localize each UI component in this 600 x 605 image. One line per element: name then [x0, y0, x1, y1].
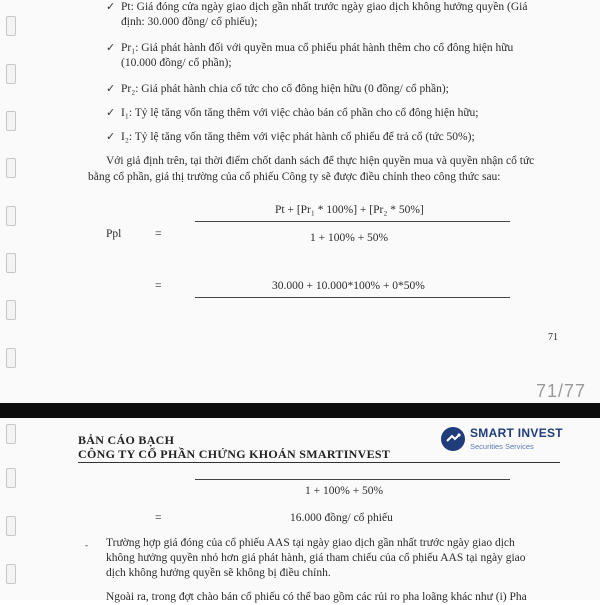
- page-counter: 71/77: [535, 381, 586, 401]
- bullet-pr1-line1: Pr₁: Giá phát hành đối với quyền mua cổ phiếu phát hành thêm cho cổ đông hiện hữu: [121, 42, 514, 54]
- note-line1: Trường hợp giá đóng của cổ phiếu AAS tại ngày giao dịch gần nhất trước ngày giao dịch: [106, 537, 515, 549]
- smartinvest-logo-icon: [441, 427, 465, 451]
- header-rule: [78, 462, 560, 463]
- binder-hole: [6, 424, 16, 444]
- fraction-bar: [195, 479, 510, 480]
- page-separator: [0, 403, 600, 418]
- fraction-bar: [195, 221, 510, 222]
- binder-hole: [6, 16, 16, 36]
- binder-hole: [6, 64, 16, 84]
- binder-hole: [6, 564, 16, 584]
- bullet-pr1-line2: (10.000 đồng/ cổ phần);: [121, 57, 232, 69]
- check-icon: ✓: [106, 42, 116, 54]
- logo-subtitle: Securities Services: [470, 442, 534, 451]
- formula-numerator-values: 30.000 + 10.000*100% + 0*50%: [272, 280, 425, 292]
- page-number: 71: [548, 332, 558, 343]
- fraction-bar: [195, 297, 510, 298]
- check-icon: ✓: [106, 83, 116, 95]
- bullet-dash-icon: -: [85, 540, 88, 550]
- binder-hole: [6, 206, 16, 226]
- binder-hole: [6, 158, 16, 178]
- formula-equals: =: [155, 228, 162, 240]
- check-icon: ✓: [106, 1, 116, 13]
- logo-name: SMART INVEST: [470, 426, 563, 440]
- formula-denominator-2: 1 + 100% + 50%: [305, 485, 384, 497]
- binder-hole: [6, 516, 16, 536]
- cut-off-line: Ngoài ra, trong đợt chào bán cổ phiếu có thể bao gồm các rủi ro pha loãng khác như (i) Pha: [106, 591, 527, 603]
- doc-header-company: CÔNG TY CỔ PHẦN CHỨNG KHOÁN SMARTINVEST: [78, 447, 391, 461]
- bullet-pr2: Pr₂: Giá phát hành chia cổ tức cho cổ đông hiện hữu (0 đồng/ cổ phần);: [121, 83, 449, 95]
- binder-hole: [6, 468, 16, 488]
- formula-denominator: 1 + 100% + 50%: [310, 232, 389, 244]
- binder-hole: [6, 300, 16, 320]
- note-line3: dịch không hưởng quyền sẽ không bị điều chỉnh.: [106, 567, 331, 579]
- formula-numerator: Pt + [Pr₁ * 100%] + [Pr₂ * 50%]: [275, 204, 424, 216]
- formula-equals-2: =: [155, 280, 162, 292]
- paragraph-line1: Với giả định trên, tại thời điểm chốt danh sách để thực hiện quyền mua và quyền nhận cổ tức: [106, 155, 535, 167]
- doc-header-title: BẢN CÁO BẠCH: [78, 433, 175, 447]
- check-icon: ✓: [106, 131, 116, 143]
- binder-hole: [6, 253, 16, 273]
- binder-hole: [6, 348, 16, 368]
- bullet-i1: I₁: Tỷ lệ tăng vốn tăng thêm với việc chào bán cổ phần cho cổ đông hiện hữu;: [121, 107, 479, 119]
- paragraph-line2: bằng cổ phần, giá thị trường của cổ phiếu Công ty sẽ được điều chỉnh theo công thức sau:: [88, 171, 501, 183]
- bullet-pt-line2: định: 30.000 đồng/ cổ phiếu);: [121, 16, 258, 28]
- formula-equals-3: =: [155, 512, 162, 524]
- bullet-pt-line1: Pt: Giá đóng cửa ngày giao dịch gần nhất trước ngày giao dịch không hưởng quyền (Giá: [121, 1, 528, 13]
- formula-result: 16.000 đồng/ cổ phiếu: [290, 512, 393, 524]
- formula-lhs: Ppl: [106, 228, 122, 240]
- check-icon: ✓: [106, 107, 116, 119]
- bullet-i2: I₂: Tỷ lệ tăng vốn tăng thêm với việc phát hành cổ phiếu để trả cổ (tức 50%);: [121, 131, 475, 143]
- binder-hole: [6, 111, 16, 131]
- note-line2: không hưởng quyền nhỏ hơn giá phát hành, giá tham chiếu của cổ phiếu AAS tại ngày giao: [106, 552, 526, 564]
